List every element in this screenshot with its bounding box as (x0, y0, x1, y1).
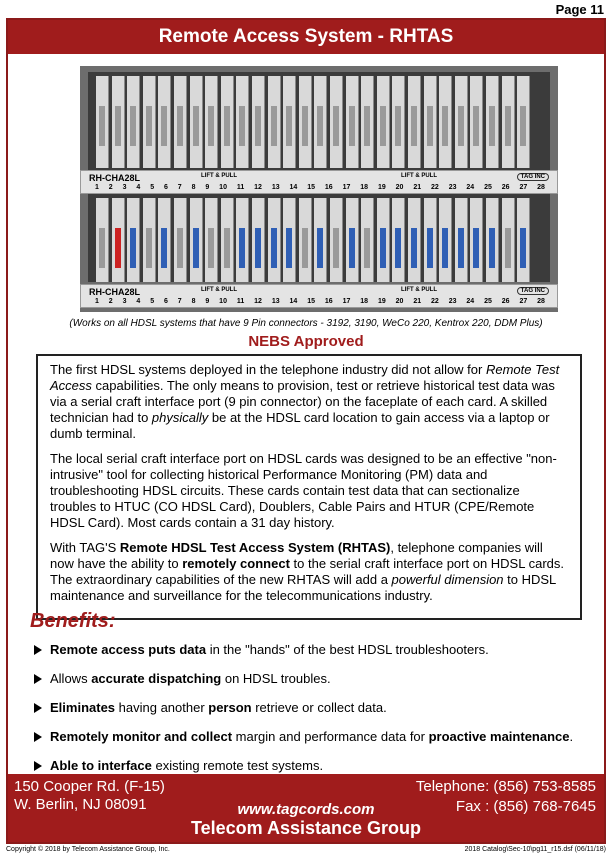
slot-number: 17 (342, 298, 351, 305)
list-item: Able to interface existing remote test systems. (34, 758, 594, 787)
slot-number: 16 (324, 298, 333, 305)
slot-number: 2 (108, 298, 113, 305)
line-card (377, 76, 390, 168)
slot-number: 25 (484, 298, 492, 305)
slot-number: 5 (150, 298, 155, 305)
slot-numbers (95, 298, 545, 305)
line-card (174, 198, 187, 282)
slot-number: 8 (191, 298, 196, 305)
slot-number: 20 (395, 298, 404, 305)
slot-number: 25 (484, 184, 492, 191)
chassis-bottom (88, 194, 550, 282)
slot-number: 10 (219, 184, 227, 191)
lift-pull-label: LIFT & PULL (401, 173, 437, 179)
slot-number: 8 (191, 184, 196, 191)
slot-number: 14 (289, 298, 298, 305)
benefits-heading: Benefits: (30, 610, 116, 632)
line-card (252, 198, 265, 282)
slot-number: 22 (431, 184, 439, 191)
line-card (112, 76, 125, 168)
slot-number: 7 (177, 184, 182, 191)
slot-number: 3 (122, 298, 127, 305)
slot-number: 12 (254, 184, 262, 191)
fax: Fax : (856) 768-7645 (455, 798, 596, 815)
address-line-2: W. Berlin, NJ 08091 (14, 796, 147, 813)
line-card (221, 198, 234, 282)
lift-pull-label: LIFT & PULL (401, 287, 437, 293)
bullet-triangle-icon (34, 732, 42, 742)
line-card (283, 198, 296, 282)
slot-number: 27 (519, 184, 528, 191)
line-card (314, 198, 327, 282)
slot-number: 6 (163, 184, 168, 191)
telephone: Telephone: (856) 753-8585 (415, 778, 596, 795)
line-card (470, 76, 483, 168)
page-frame (6, 18, 606, 844)
slot-number: 20 (395, 184, 404, 191)
page-title: Remote Access System - RHTAS (8, 20, 604, 54)
list-item: Remotely monitor and collect margin and performance data for proactive maintenance. (34, 729, 594, 758)
chassis-top (88, 72, 550, 172)
lift-pull-label: LIFT & PULL (201, 287, 237, 293)
line-card (158, 198, 171, 282)
slot-number: 15 (307, 298, 316, 305)
line-card (174, 76, 187, 168)
slot-number: 11 (236, 298, 245, 305)
slot-number: 22 (431, 298, 439, 305)
slot-number: 24 (466, 184, 475, 191)
line-card (96, 76, 109, 168)
lift-pull-label: LIFT & PULL (201, 173, 237, 179)
line-card (143, 198, 156, 282)
slot-number: 21 (413, 184, 422, 191)
line-card (127, 76, 140, 168)
page-number: Page 11 (555, 2, 604, 17)
file-reference: 2018 Catalog\Sec-10\pg11_r15.dsf (06/11/18) (464, 846, 606, 853)
line-card (158, 76, 171, 168)
line-card (252, 76, 265, 168)
slot-number: 13 (271, 298, 280, 305)
description-box (36, 354, 582, 620)
slot-number: 28 (537, 298, 545, 305)
slot-number: 3 (122, 184, 127, 191)
paragraph-2: The local serial craft interface port on HDSL cards was designed to be an effective "non-intrusive" tool for collecting historical Performance Monitoring (PM) data and troubleshooting HDSL circuits. These cards contain test data that can sectionalize troubles to HTUC (CO HDSL Card), Doublers, Cable Pairs and HTUR (CPE/Remote HDSL Card). Most cards contain a 31 day history. (50, 451, 557, 530)
company-name: Telecom Assistance Group (190, 818, 422, 838)
slot-number: 2 (108, 184, 113, 191)
line-card (268, 76, 281, 168)
line-card (424, 198, 437, 282)
slot-number: 18 (360, 298, 369, 305)
line-card (408, 198, 421, 282)
slot-number: 9 (205, 298, 210, 305)
slot-number: 15 (307, 184, 316, 191)
line-card (424, 76, 437, 168)
line-card (361, 198, 374, 282)
photo-caption: (Works on all HDSL systems that have 9 Pin connectors - 3192, 3190, WeCo 220, Kentrox 220, DDM Plus) (69, 318, 543, 329)
line-card (190, 198, 203, 282)
chassis-rail-bottom (80, 284, 558, 308)
slot-number: 11 (236, 184, 245, 191)
slot-number: 19 (377, 184, 386, 191)
line-card (190, 76, 203, 168)
slot-number: 28 (537, 184, 545, 191)
line-card (283, 76, 296, 168)
line-card (112, 198, 125, 282)
slot-number: 14 (289, 184, 298, 191)
benefits-list (34, 642, 594, 787)
slot-numbers (95, 184, 545, 191)
line-card (502, 198, 515, 282)
line-card (470, 198, 483, 282)
line-card (268, 198, 281, 282)
line-card (205, 76, 218, 168)
line-card (330, 76, 343, 168)
slot-number: 9 (205, 184, 210, 191)
bullet-triangle-icon (34, 761, 42, 771)
slot-number: 23 (448, 298, 457, 305)
footer (8, 774, 604, 842)
slot-number: 23 (448, 184, 457, 191)
address-line-1: 150 Cooper Rd. (F-15) (14, 778, 165, 795)
slot-number: 21 (413, 298, 422, 305)
slot-number: 16 (324, 184, 333, 191)
line-card (221, 76, 234, 168)
line-card (486, 76, 499, 168)
product-photo (80, 66, 558, 312)
line-card (392, 76, 405, 168)
line-card (236, 76, 249, 168)
line-card (517, 198, 530, 282)
line-card (299, 198, 312, 282)
line-card (346, 76, 359, 168)
slot-number: 1 (95, 184, 99, 191)
bullet-triangle-icon (34, 645, 42, 655)
slot-number: 7 (177, 298, 182, 305)
line-card (205, 198, 218, 282)
paragraph-1: The first HDSL systems deployed in the telephone industry did not allow for Remote Test Access capabilities. The only means to provision, test or retrieve historical test data was via a serial craft interface port (9 pin connector) on the faceplate of each card. A skilled technician had to physically be at the HDSL card location to gain access via a laptop or dumb terminal. (50, 362, 560, 441)
line-card (361, 76, 374, 168)
line-card (486, 198, 499, 282)
tag-logo: TAG INC (517, 287, 549, 295)
slot-number: 5 (150, 184, 155, 191)
slot-number: 10 (219, 298, 227, 305)
slot-number: 19 (377, 298, 386, 305)
line-card (299, 76, 312, 168)
bullet-triangle-icon (34, 703, 42, 713)
chassis-model-label: RH-CHA28L (89, 287, 141, 297)
slot-number: 13 (271, 184, 280, 191)
line-card (377, 198, 390, 282)
tag-logo: TAG INC (517, 173, 549, 181)
line-card (517, 76, 530, 168)
slot-number: 18 (360, 184, 369, 191)
slot-number: 6 (163, 298, 168, 305)
slot-number: 26 (501, 298, 510, 305)
line-card (502, 76, 515, 168)
line-card (408, 76, 421, 168)
line-card (439, 198, 452, 282)
slot-number: 27 (519, 298, 528, 305)
slot-number: 4 (136, 298, 141, 305)
slot-number: 4 (136, 184, 141, 191)
line-card (330, 198, 343, 282)
website-link[interactable]: www.tagcords.com (237, 801, 375, 818)
list-item: Allows accurate dispatching on HDSL troubles. (34, 671, 594, 700)
slot-number: 12 (254, 298, 262, 305)
slot-number: 1 (95, 298, 99, 305)
bullet-triangle-icon (34, 674, 42, 684)
line-card (314, 76, 327, 168)
line-card (455, 198, 468, 282)
slot-number: 17 (342, 184, 351, 191)
chassis-model-label: RH-CHA28L (89, 173, 141, 183)
nebs-approved: NEBS Approved (248, 333, 364, 350)
line-card (392, 198, 405, 282)
paragraph-3: With TAG'S Remote HDSL Test Access System (RHTAS), telephone companies will now have the ability to remotely connect to the serial craft interface port on HDSL cards. The extraordinary capabilities of the new RHTAS will add a powerful dimension to HDSL maintenance and surveillance for the telecommunications industry. (50, 540, 564, 603)
slot-number: 24 (466, 298, 475, 305)
copyright: Copyright © 2018 by Telecom Assistance Group, Inc. (6, 846, 170, 853)
slot-number: 26 (501, 184, 510, 191)
line-card (439, 76, 452, 168)
chassis-rail-top (80, 170, 558, 194)
list-item: Remote access puts data in the "hands" of the best HDSL troubleshooters. (34, 642, 594, 671)
list-item: Eliminates having another person retrieve or collect data. (34, 700, 594, 729)
line-card (96, 198, 109, 282)
line-card (127, 198, 140, 282)
line-card (346, 198, 359, 282)
line-card (236, 198, 249, 282)
line-card (143, 76, 156, 168)
line-card (455, 76, 468, 168)
